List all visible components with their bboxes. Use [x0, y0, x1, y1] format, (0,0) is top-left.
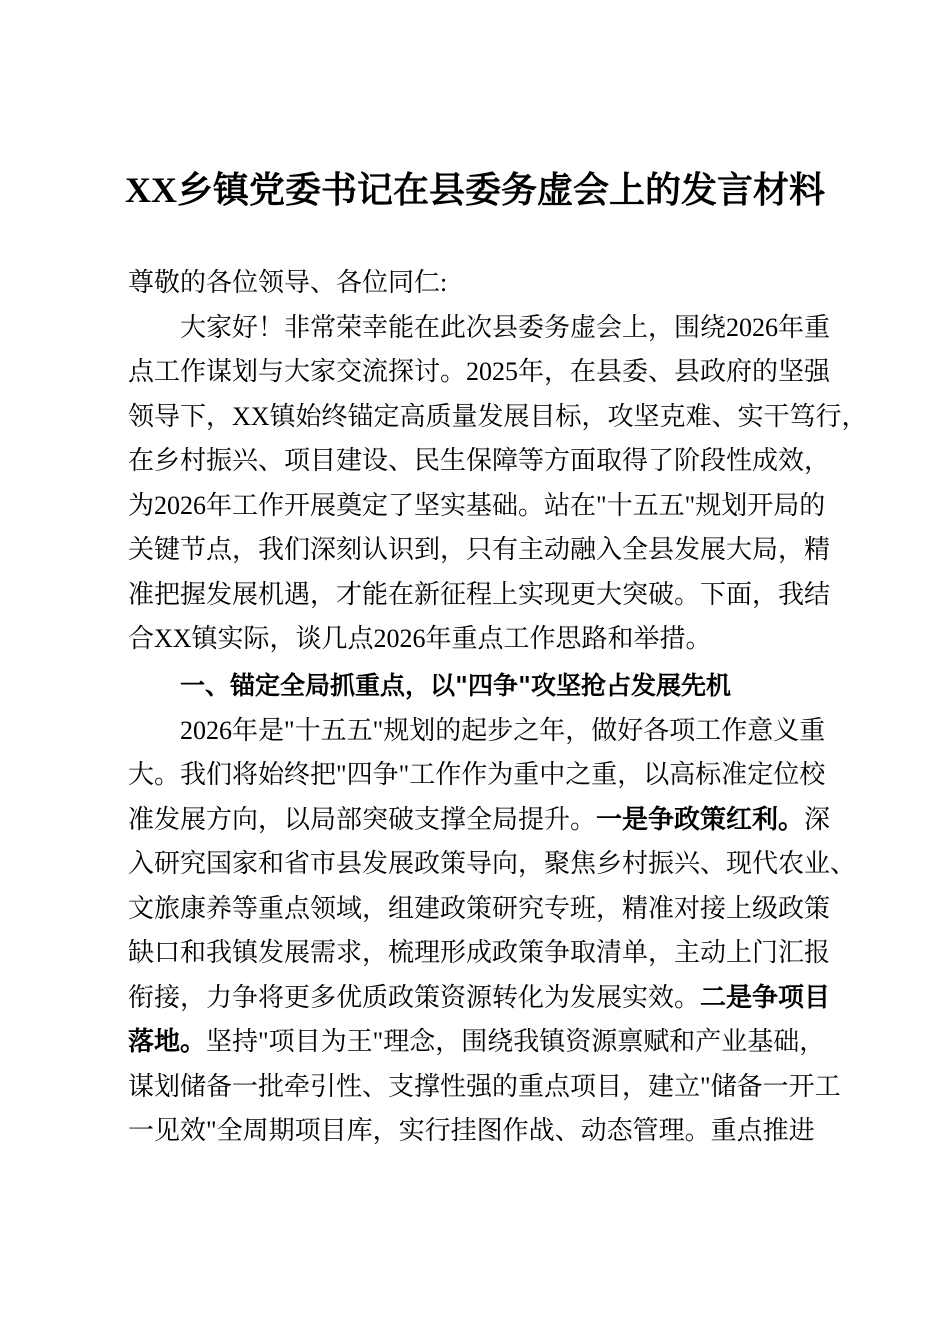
text-line: 一见效"全周期项目库，实行挂图作战、动态管理。重点推进 [128, 1116, 815, 1145]
text-line: 谋划储备一批牵引性、支撑性强的重点项目，建立"储备一开工 [128, 1072, 841, 1101]
section-heading: 一、锚定全局抓重点，以"四争"攻坚抢占发展先机 [180, 671, 732, 700]
bold-run: 落地。 [128, 1027, 207, 1056]
bold-run: 二是争项目 [700, 983, 831, 1012]
text-run: 衔接，力争将更多优质政策资源转化为发展实效。 [128, 983, 701, 1012]
document-title: XX乡镇党委书记在县委务虚会上的发言材料 [125, 170, 825, 210]
text-line: 2026年是"十五五"规划的起步之年，做好各项工作意义重 [180, 716, 826, 745]
text-line [128, 976, 830, 1020]
text-line: 合XX镇实际，谈几点2026年重点工作思路和举措。 [128, 624, 712, 653]
text-line: 为2026年工作开展奠定了坚实基础。站在"十五五"规划开局的 [128, 491, 826, 520]
text-line [128, 798, 830, 842]
text-line: 大家好！非常荣幸能在此次县委务虚会上，围绕2026年重 [180, 313, 831, 342]
text-line [128, 1020, 825, 1064]
bold-run: 一是争政策红利。 [596, 805, 805, 834]
text-line: 缺口和我镇发展需求，梳理形成政策争取清单，主动上门汇报 [128, 938, 831, 967]
text-line: 文旅康养等重点领域，组建政策研究专班，精准对接上级政策 [128, 894, 831, 923]
text-run: 准发展方向，以局部突破支撑全局提升。 [128, 805, 597, 834]
text-line: 在乡村振兴、项目建设、民生保障等方面取得了阶段性成效， [128, 446, 831, 475]
text-run: 深 [804, 805, 831, 834]
text-line: 大。我们将始终把"四争"工作作为重中之重，以高标准定位校 [128, 760, 826, 789]
text-run: 坚持"项目为王"理念，围绕我镇资源禀赋和产业基础， [206, 1027, 826, 1056]
text-line: 点工作谋划与大家交流探讨。2025年，在县委、县政府的坚强 [128, 357, 831, 386]
text-line: 领导下，XX镇始终锚定高质量发展目标，攻坚克难、实干笃行， [128, 402, 868, 431]
text-line: 关键节点，我们深刻认识到，只有主动融入全县发展大局，精 [128, 535, 831, 564]
text-line: 入研究国家和省市县发展政策导向，聚焦乡村振兴、现代农业、 [128, 849, 857, 878]
salutation: 尊敬的各位领导、各位同仁: [128, 268, 448, 297]
text-line: 准把握发展机遇，才能在新征程上实现更大突破。下面，我结 [128, 580, 831, 609]
